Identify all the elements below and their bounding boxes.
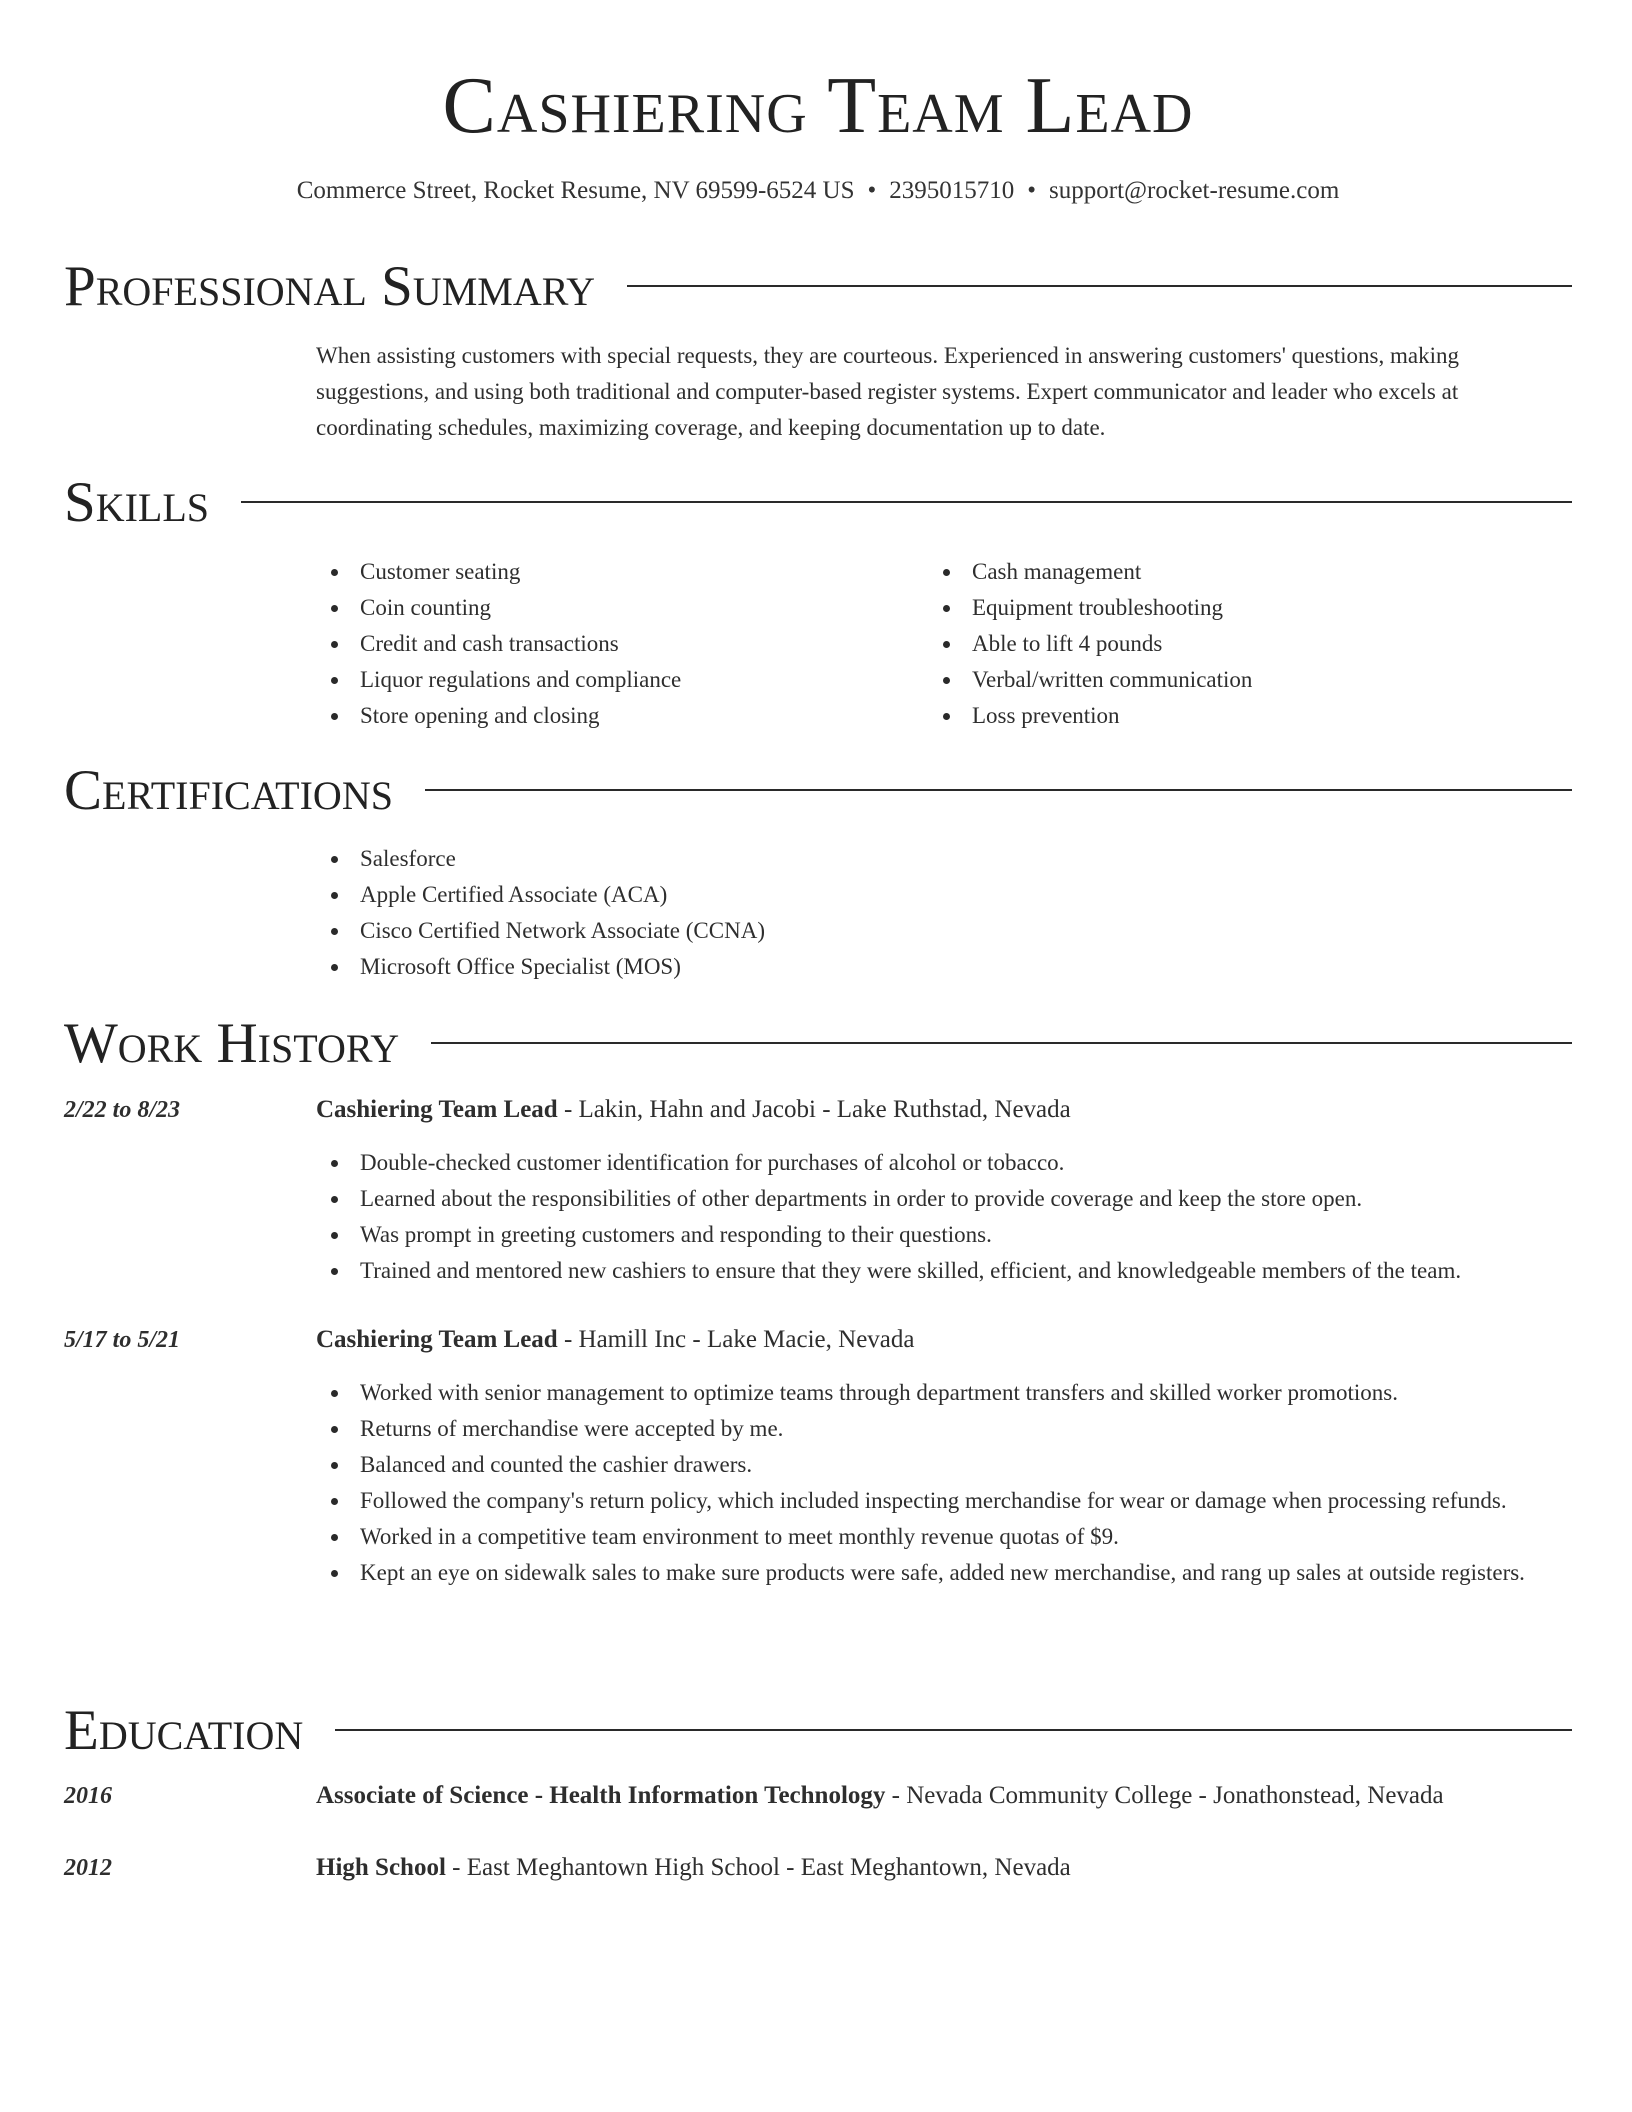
skill-item: Liquor regulations and compliance <box>316 662 916 698</box>
section-heading-certifications <box>64 759 1572 823</box>
phone: 2395015710 <box>889 177 1015 204</box>
certification-item: Microsoft Office Specialist (MOS) <box>316 949 1572 985</box>
job-bullet: Worked in a competitive team environment to meet monthly revenue quotas of $9. <box>316 1519 1572 1555</box>
skill-item: Coin counting <box>316 590 916 626</box>
section-divider <box>431 1042 1572 1044</box>
section-divider <box>241 501 1572 503</box>
certification-item: Salesforce <box>316 841 1572 877</box>
separator: • <box>1027 177 1037 204</box>
skill-item: Loss prevention <box>928 698 1528 734</box>
education-degree: High School <box>316 1854 446 1881</box>
education-year: 2016 <box>64 1783 112 1809</box>
job-details: - Lakin, Hahn and Jacobi - Lake Ruthstad, Nevada <box>557 1096 1071 1123</box>
job-bullet: Followed the company's return policy, which included inspecting merchandise for wear or damage when processing refunds. <box>316 1483 1572 1519</box>
job-bullet: Trained and mentored new cashiers to ensure that they were skilled, efficient, and knowledgeable members of the team. <box>316 1253 1572 1289</box>
job-bullets <box>316 1145 1572 1289</box>
contact-line <box>64 174 1572 208</box>
section-title: Education <box>64 1699 304 1762</box>
job-title: Cashiering Team Lead <box>316 1326 558 1353</box>
education-degree: Associate of Science - Health Information Technology <box>316 1782 886 1809</box>
certifications-list <box>316 841 1572 985</box>
skill-item: Verbal/written communication <box>928 662 1528 698</box>
education-details: - Nevada Community College - Jonathonstead, Nevada <box>885 1782 1444 1809</box>
job-bullet: Balanced and counted the cashier drawers. <box>316 1447 1572 1483</box>
certification-item: Apple Certified Associate (ACA) <box>316 877 1572 913</box>
resume-name: Cashiering Team Lead <box>442 62 1194 150</box>
section-heading-summary <box>64 255 1572 319</box>
skill-item: Store opening and closing <box>316 698 916 734</box>
education-year: 2012 <box>64 1855 112 1881</box>
section-title: Skills <box>64 471 210 534</box>
skill-item: Credit and cash transactions <box>316 626 916 662</box>
skill-item: Able to lift 4 pounds <box>928 626 1528 662</box>
job-bullet: Worked with senior management to optimize teams through department transfers and skilled worker promotions. <box>316 1375 1572 1411</box>
job-dates: 2/22 to 8/23 <box>64 1097 181 1123</box>
job-bullet: Returns of merchandise were accepted by me. <box>316 1411 1572 1447</box>
section-title: Work History <box>64 1012 400 1075</box>
job-bullet: Was prompt in greeting customers and responding to their questions. <box>316 1217 1572 1253</box>
job-bullet: Kept an eye on sidewalk sales to make sure products were safe, added new merchandise, and rang up sales at outside registers. <box>316 1555 1572 1591</box>
skill-item: Cash management <box>928 554 1528 590</box>
job-heading <box>316 1322 1572 1358</box>
education-entry <box>316 1778 1572 1814</box>
section-divider <box>335 1729 1572 1731</box>
skills-column-right <box>928 554 1528 734</box>
section-title: Certifications <box>64 759 393 822</box>
job-details: - Hamill Inc - Lake Macie, Nevada <box>557 1326 915 1353</box>
job-dates: 5/17 to 5/21 <box>64 1327 181 1353</box>
email: support@rocket-resume.com <box>1049 177 1340 204</box>
section-heading-work-history <box>64 1012 1572 1076</box>
section-heading-skills <box>64 471 1572 535</box>
section-heading-education <box>64 1699 1572 1763</box>
certification-item: Cisco Certified Network Associate (CCNA) <box>316 913 1572 949</box>
education-details: - East Meghantown High School - East Meghantown, Nevada <box>445 1854 1071 1881</box>
section-divider <box>425 789 1572 791</box>
skill-item: Equipment troubleshooting <box>928 590 1528 626</box>
skill-item: Customer seating <box>316 554 916 590</box>
address: Commerce Street, Rocket Resume, NV 69599-6524 US <box>296 177 855 204</box>
education-entry <box>316 1850 1572 1886</box>
job-bullet: Double-checked customer identification for purchases of alcohol or tobacco. <box>316 1145 1572 1181</box>
skills-column-left <box>316 554 916 734</box>
job-bullet: Learned about the responsibilities of other departments in order to provide coverage and keep the store open. <box>316 1181 1572 1217</box>
separator: • <box>867 177 877 204</box>
job-heading <box>316 1092 1572 1128</box>
section-title: Professional Summary <box>64 255 596 318</box>
section-divider <box>627 285 1572 287</box>
job-bullets <box>316 1375 1572 1591</box>
summary-text: When assisting customers with special requests, they are courteous. Experienced in answering customers' questions, making suggestions, and using both traditional and computer-based register systems. Expert communicator and leader who excels at coordinating schedules, maximizing coverage, and keeping documentation up to date. <box>316 343 1459 440</box>
job-title: Cashiering Team Lead <box>316 1096 558 1123</box>
